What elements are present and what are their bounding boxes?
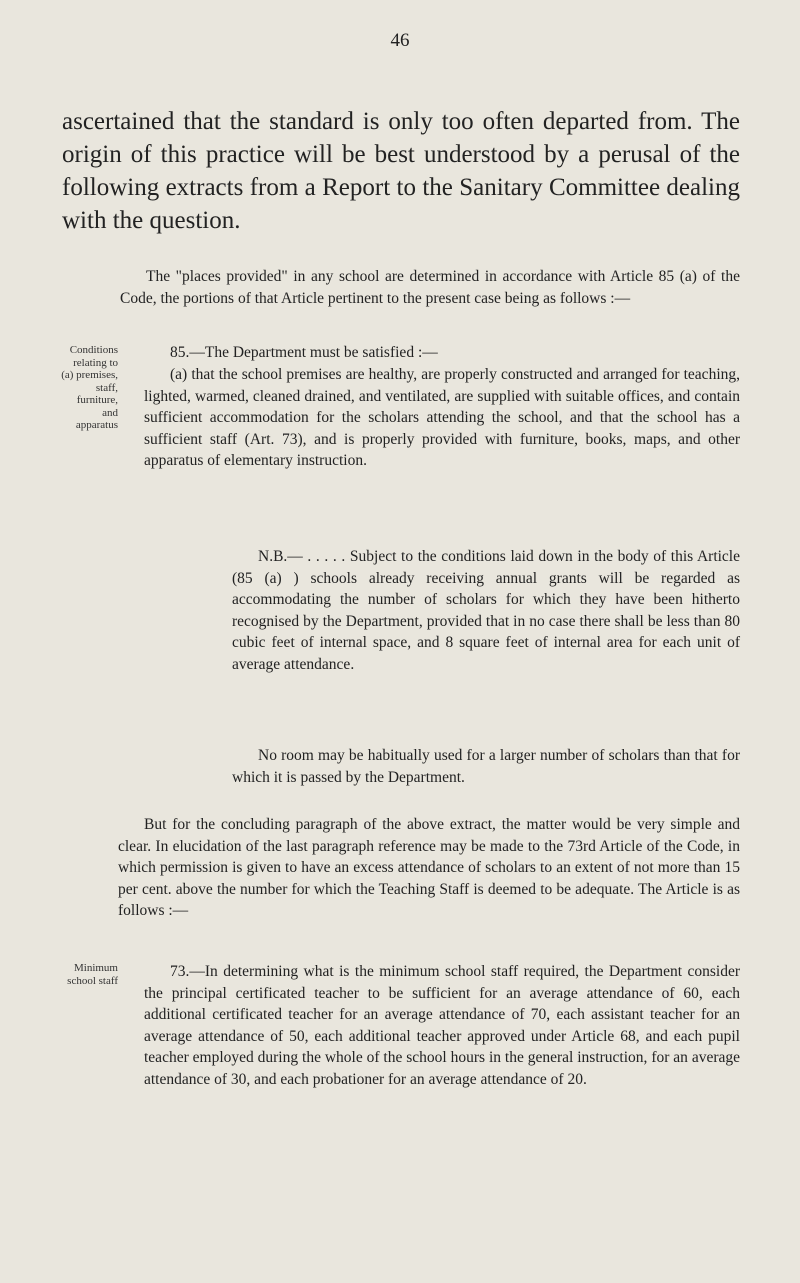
margin-note-conditions: Conditions relating to (a) premises, staff, furniture, and apparatus: [61, 344, 118, 431]
nb-paragraph: N.B.— . . . . . Subject to the conditions laid down in the body of this Article (85 (a) ) schools already receiving annual grants will be regarded as accommodating the number of scholars for which they have been hitherto recognised by the Department, provided that in no case there shall be less than 80 cubic feet of internal space, and 8 square feet of internal area for each unit of average attendance.: [232, 548, 740, 673]
margin-note-minimum-staff: Minimum school staff: [67, 962, 118, 987]
but-for-paragraph: But for the concluding paragraph of the above extract, the matter would be very simple and clear. In elucidation of the last paragraph reference may be made to the 73rd Article of the Code, in which permission is given to have an excess attendance of scholars to an extent of not more than 15 per cent. above the number for which the Teaching Staff is deemed to be adequate. The Article is as follows :—: [118, 816, 740, 919]
no-room-paragraph: No room may be habitually used for a larger number of scholars than that for which it is passed by the Department.: [232, 747, 740, 786]
article-85-clause-a: (a) that the school premises are healthy, are properly constructed and arranged for teaching, lighted, warmed, cleaned drained, and ventilated, are supplied with suitable offices, and contain sufficient accommodation for the scholars attending the school, and that the school has a sufficient staff (Art. 73), and is properly provided with furniture, books, maps, and other apparatus of elementary instruction.: [144, 366, 740, 469]
intro-paragraph: ascertained that the standard is only too often departed from. The origin of this practice will be best understood by a perusal of the following extracts from a Report to the Sanitary Committee dealing with the question.: [62, 108, 740, 234]
article-73-paragraph: 73.—In determining what is the minimum school staff required, the Department consider the principal certificated teacher to be sufficient for an average attendance of 60, each additional certificated teacher for an average attendance of 70, each assistant teacher for an average attendance of 50, each additional teacher approved under Article 68, and each pupil teacher employed during the whole of the school hours in the general instruction, for an average attendance of 30, and each probationer for an average attendance of 20.: [144, 963, 740, 1088]
places-provided-paragraph: The "places provided" in any school are determined in accordance with Article 85 (a) of the Code, the portions of that Article pertinent to the present case being as follows :—: [120, 268, 740, 307]
article-85-heading: 85.—The Department must be satisfied :—: [170, 344, 438, 361]
page-number: 46: [390, 30, 410, 51]
